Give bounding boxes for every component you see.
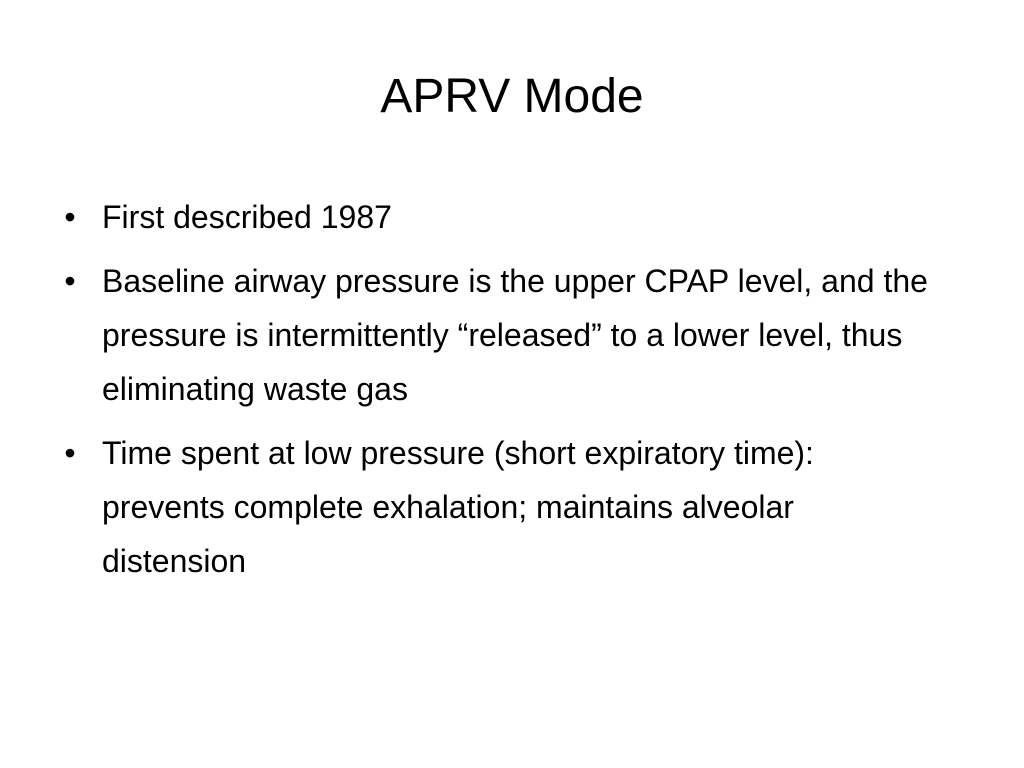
bullet-dot-icon: • [64,263,76,299]
bullet-text: Baseline airway pressure is the upper CPAP level, and the pressure is intermittently “released” to a lower level, thus eliminating waste gas [102,263,928,407]
bullet-list [60,190,940,598]
bullet-text: Time spent at low pressure (short expiratory time): prevents complete exhalation; maintains alveolar distension [102,435,814,579]
bullet-dot-icon: • [64,199,76,235]
slide-title: APRV Mode [380,70,644,123]
bullet-item-baseline-pressure [60,254,940,416]
bullet-dot-icon: • [64,435,76,471]
bullet-item-first-described [60,190,940,244]
bullet-text: First described 1987 [102,199,392,235]
bullet-item-low-pressure-time [60,426,940,588]
